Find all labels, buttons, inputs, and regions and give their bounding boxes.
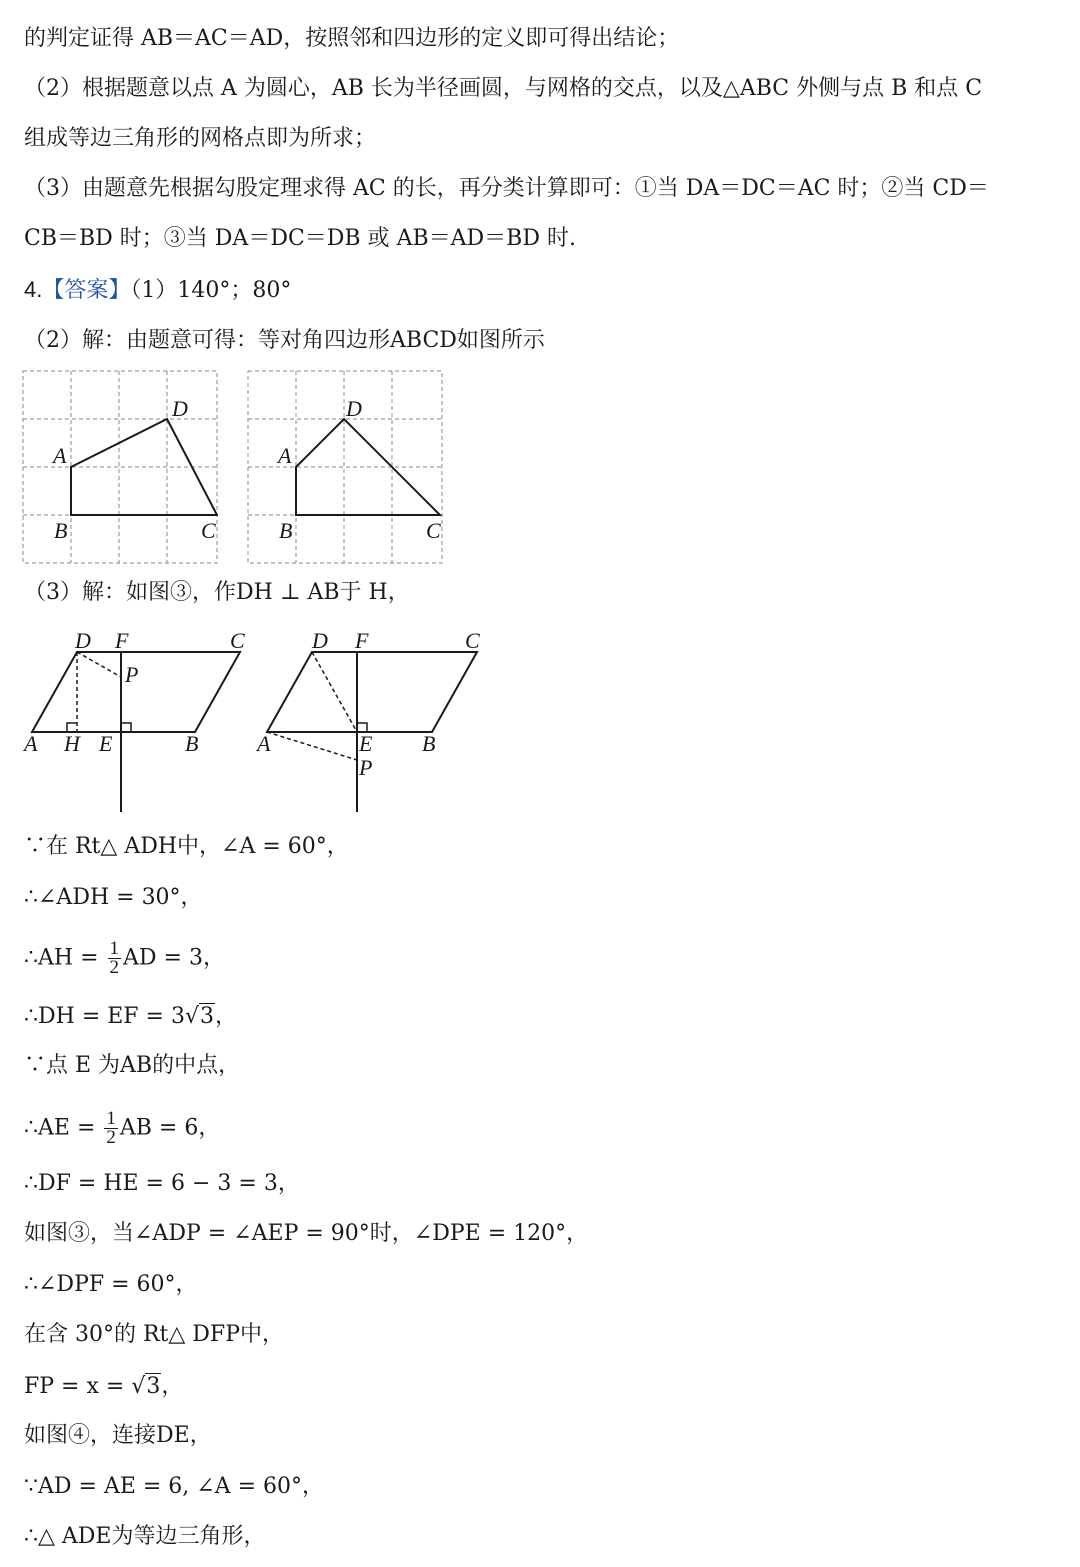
- answer-header: [24, 275, 291, 306]
- label-c: C: [201, 518, 216, 543]
- label-b: B: [54, 518, 68, 543]
- intro-line-4: （3）由题意先根据勾股定理求得 AC 的长，再分类计算即可：①当 DA＝DC＝AC 时；②当 CD＝: [24, 176, 989, 201]
- label-c: C: [230, 628, 245, 653]
- step-6-post: AB = 6，: [119, 1115, 221, 1141]
- step-11-pre: FP = x =: [24, 1374, 132, 1399]
- fraction-den: 2: [109, 957, 119, 978]
- intro-line-1: 的判定证得 AB＝AC＝AD，按照邻和四边形的定义即可得出结论；: [24, 26, 680, 51]
- answer-part3: （3）解：如图③，作DH ⊥ AB于 H，: [24, 580, 410, 605]
- label-c: C: [465, 628, 480, 653]
- step-11: [24, 1372, 183, 1402]
- sqrt-radicand: 3: [200, 1004, 215, 1029]
- fraction: [104, 1110, 118, 1147]
- label-e: E: [359, 731, 373, 756]
- step-3-pre: ∴AH =: [24, 945, 99, 971]
- step-3-post: AD = 3，: [123, 945, 225, 971]
- label-f: F: [355, 628, 369, 653]
- label-d: D: [312, 628, 328, 653]
- step-3: [24, 940, 225, 977]
- label-f: F: [115, 628, 129, 653]
- answer-part1: （1）140°；80°: [130, 278, 292, 303]
- label-p: P: [125, 662, 139, 687]
- label-a: A: [257, 731, 271, 756]
- intro-line-5: CB＝BD 时；③当 DA＝DC＝DB 或 AB＝AD＝BD 时.: [24, 226, 576, 251]
- step-6-pre: ∴AE =: [24, 1115, 96, 1141]
- fraction: [108, 940, 122, 977]
- step-10: 在含 30°的 Rt△ DFP中，: [24, 1322, 285, 1347]
- label-a: A: [278, 443, 292, 468]
- fraction-num: 1: [109, 938, 119, 959]
- label-a: A: [24, 731, 38, 756]
- step-2: ∴∠ADH = 30°，: [24, 885, 203, 910]
- step-4-post: ，: [215, 1004, 238, 1029]
- label-p: P: [359, 755, 373, 780]
- step-5: ∵点 E 为AB的中点，: [24, 1053, 241, 1078]
- intro-line-2: （2）根据题意以点 A 为圆心，AB 长为半径画圆，与网格的交点，以及△ABC 外侧与点 B 和点 C: [24, 76, 983, 101]
- label-d: D: [346, 396, 362, 421]
- label-a: A: [53, 443, 67, 468]
- step-9: ∴∠DPF = 60°，: [24, 1272, 198, 1297]
- intro-line-3: 组成等边三角形的网格点即为所求；: [24, 126, 377, 151]
- answer-part2: （2）解：由题意可得：等对角四边形ABCD如图所示: [24, 328, 545, 353]
- label-b: B: [422, 731, 436, 756]
- fraction-den: 2: [106, 1127, 116, 1148]
- parallelogram-figure-3: [20, 625, 260, 815]
- sqrt-radicand: 3: [146, 1374, 161, 1399]
- label-d: D: [75, 628, 91, 653]
- label-c: C: [426, 518, 441, 543]
- step-12: 如图④，连接DE，: [24, 1423, 212, 1448]
- answer-tag: 【答案】: [42, 278, 131, 303]
- sqrt-sign: √: [184, 1004, 200, 1029]
- grid-figure-2: [247, 370, 443, 565]
- step-7: ∴DF = HE = 6 − 3 = 3，: [24, 1171, 300, 1196]
- grid-figure-1: [22, 370, 218, 565]
- label-d: D: [172, 396, 188, 421]
- parallelogram-figure-4: [255, 625, 495, 815]
- sqrt-sign: √: [131, 1374, 146, 1399]
- step-8: 如图③，当∠ADP = ∠AEP = 90°时，∠DPE = 120°，: [24, 1221, 589, 1246]
- step-11-post: ，: [161, 1374, 184, 1399]
- label-b: B: [185, 731, 199, 756]
- step-1: ∵在 Rt△ ADH中，∠A = 60°，: [24, 834, 349, 859]
- label-e: E: [99, 731, 113, 756]
- step-4-pre: ∴DH = EF = 3: [24, 1004, 185, 1029]
- answer-number: 4.: [24, 277, 43, 302]
- label-b: B: [279, 518, 293, 543]
- label-h: H: [64, 731, 80, 756]
- step-14: ∴△ ADE为等边三角形，: [24, 1524, 266, 1549]
- step-13: ∵AD = AE = 6, ∠A = 60°，: [24, 1474, 325, 1499]
- step-6: [24, 1110, 220, 1147]
- fraction-num: 1: [106, 1108, 116, 1129]
- step-4: [24, 1002, 237, 1032]
